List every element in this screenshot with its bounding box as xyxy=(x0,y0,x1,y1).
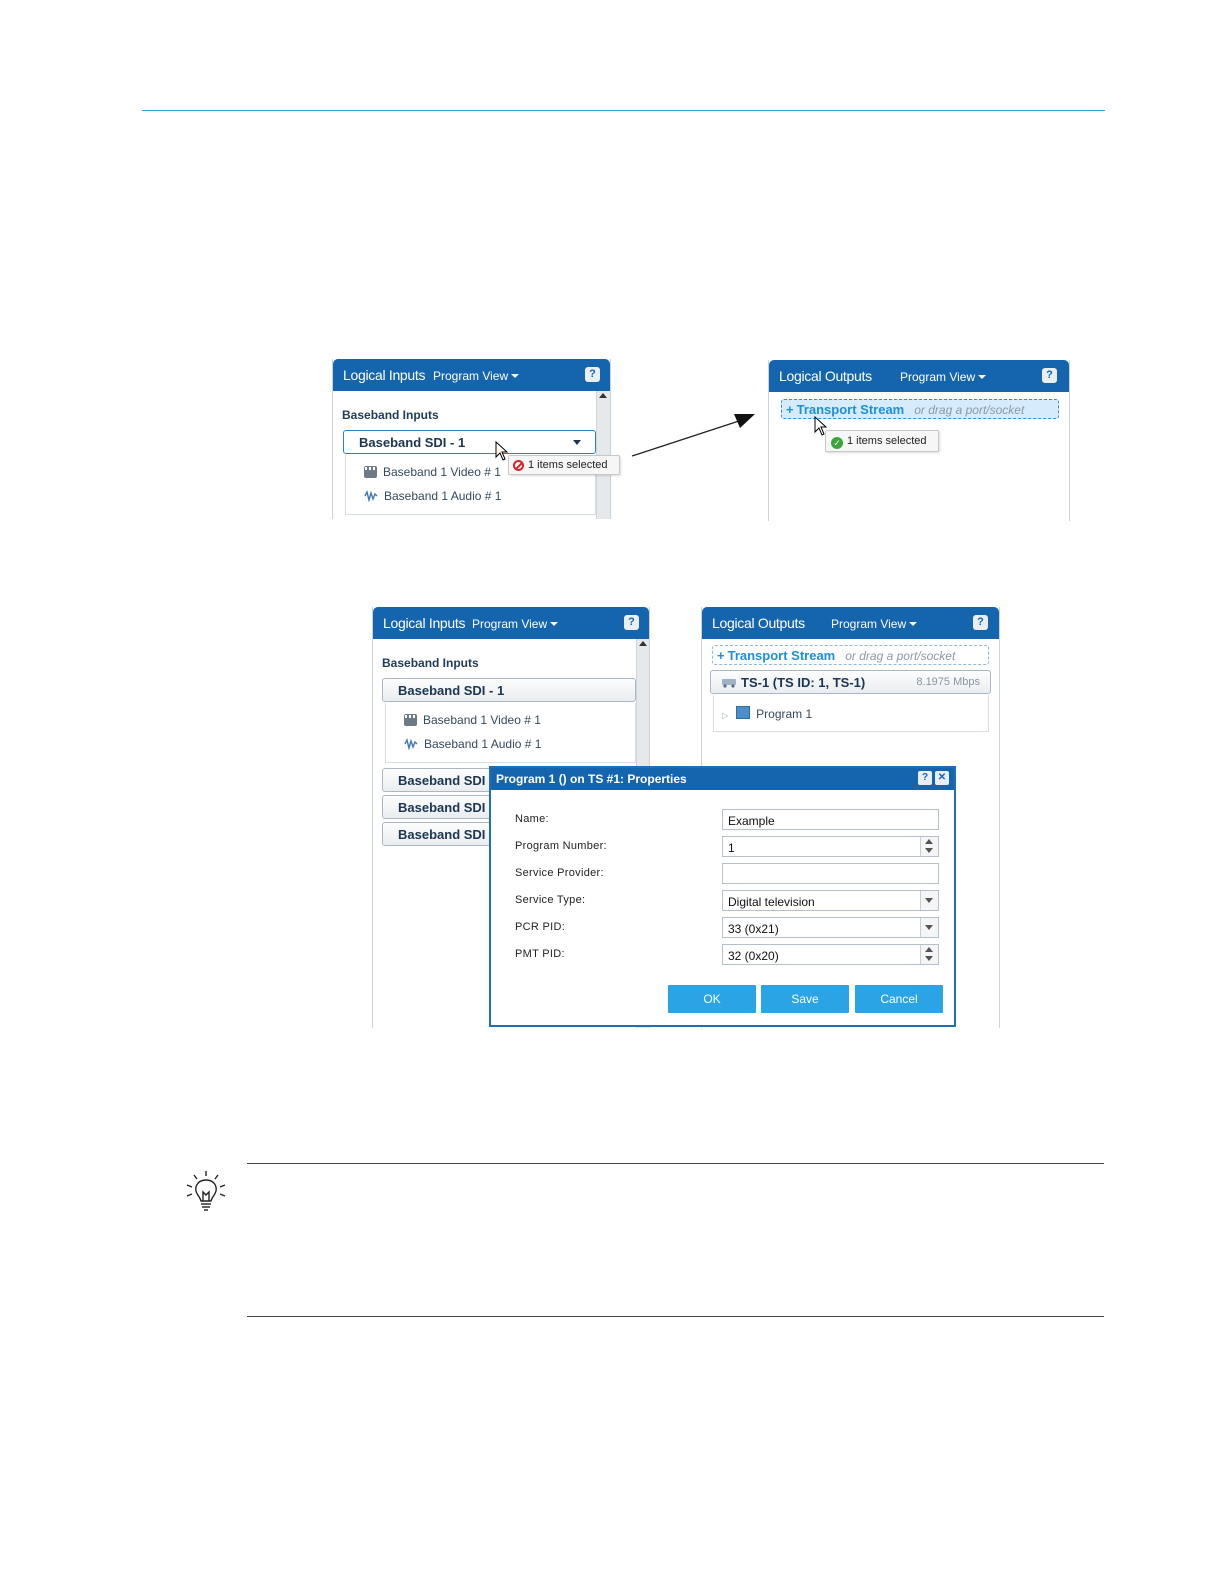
program-view-dropdown[interactable]: Program View xyxy=(831,617,917,631)
ok-button[interactable]: OK xyxy=(668,985,756,1013)
panel-title: Logical Outputs xyxy=(712,615,805,631)
no-entry-icon xyxy=(513,460,524,471)
list-item[interactable]: Baseband 1 Audio # 1 xyxy=(404,737,541,751)
panel-title: Logical Outputs xyxy=(779,368,872,384)
logical-inputs-panel xyxy=(332,359,611,519)
note-rule-top xyxy=(247,1163,1104,1164)
service-provider-field[interactable] xyxy=(722,863,939,884)
chevron-down-icon[interactable] xyxy=(920,891,938,910)
cancel-button[interactable]: Cancel xyxy=(855,985,943,1013)
name-field[interactable]: Example xyxy=(722,809,939,830)
chevron-down-icon[interactable] xyxy=(573,440,581,445)
list-item[interactable]: Baseband 1 Audio # 1 xyxy=(364,489,501,503)
service-type-label: Service Type: xyxy=(515,894,586,906)
source-baseband-sdi[interactable]: Baseband SDI xyxy=(382,795,636,819)
source-baseband-sdi[interactable]: Baseband SDI xyxy=(382,768,636,792)
lightbulb-icon xyxy=(185,1170,227,1214)
expand-icon[interactable]: ▷ xyxy=(722,711,729,720)
source-tree xyxy=(385,703,636,763)
pmt-pid-stepper[interactable]: 32 (0x20) xyxy=(722,944,939,965)
help-icon[interactable]: ? xyxy=(918,771,932,785)
video-clip-icon xyxy=(404,714,417,726)
section-heading: Baseband Inputs xyxy=(342,408,439,422)
source-baseband-sdi-1[interactable] xyxy=(382,678,636,702)
scroll-up-icon[interactable] xyxy=(639,641,647,646)
transport-stream-icon xyxy=(721,676,737,688)
panel-header xyxy=(333,359,610,391)
pmt-pid-label: PMT PID: xyxy=(515,948,565,960)
drag-tooltip: ✓ 1 items selected xyxy=(825,430,939,452)
panel-header xyxy=(373,607,649,639)
check-icon: ✓ xyxy=(831,437,843,449)
note-rule-bottom xyxy=(247,1316,1104,1317)
service-provider-label: Service Provider: xyxy=(515,867,604,879)
dialog-header xyxy=(491,768,954,790)
panel-title: Logical Inputs xyxy=(383,615,466,631)
source-baseband-sdi[interactable]: Baseband SDI xyxy=(382,822,636,846)
program-view-dropdown[interactable]: Program View xyxy=(433,369,519,383)
scroll-up-icon[interactable] xyxy=(599,393,607,398)
stepper-arrows[interactable] xyxy=(920,837,938,856)
help-icon[interactable]: ? xyxy=(585,367,600,382)
dialog-title: Program 1 () on TS #1: Properties xyxy=(496,772,687,786)
stepper-arrows[interactable] xyxy=(920,945,938,964)
service-type-select[interactable]: Digital television xyxy=(722,890,939,911)
add-transport-stream-button[interactable]: + Transport Stream or drag a port/socket xyxy=(712,645,989,665)
help-icon[interactable]: ? xyxy=(973,615,988,630)
program-number-label: Program Number: xyxy=(515,840,607,852)
source-baseband-sdi-1[interactable] xyxy=(343,430,596,454)
transport-stream-row[interactable] xyxy=(710,670,991,694)
panel-header xyxy=(702,607,999,639)
drag-arrow xyxy=(630,408,760,460)
program-icon xyxy=(736,706,750,719)
help-icon[interactable]: ? xyxy=(1042,368,1057,383)
pcr-pid-select[interactable]: 33 (0x21) xyxy=(722,917,939,938)
source-label: Baseband SDI - 1 xyxy=(359,435,466,450)
panel-title: Logical Inputs xyxy=(343,367,426,383)
program-properties-dialog xyxy=(489,766,956,1027)
bitrate-label: 8.1975 Mbps xyxy=(916,676,980,688)
program-tree xyxy=(713,695,989,732)
pcr-pid-label: PCR PID: xyxy=(515,921,566,933)
transport-stream-label: TS-1 (TS ID: 1, TS-1) xyxy=(741,675,866,690)
list-item[interactable]: Baseband 1 Video # 1 xyxy=(404,713,541,727)
drag-tooltip: 1 items selected xyxy=(508,455,620,475)
header-rule xyxy=(142,110,1105,111)
section-heading: Baseband Inputs xyxy=(382,656,479,670)
audio-wave-icon xyxy=(404,738,418,750)
chevron-down-icon[interactable] xyxy=(920,918,938,937)
program-row[interactable]: ▷ Program 1 xyxy=(722,707,813,721)
source-label: Baseband SDI - 1 xyxy=(398,683,505,698)
close-icon[interactable]: ✕ xyxy=(935,771,949,785)
add-transport-stream-button[interactable]: + Transport Stream or drag a port/socket xyxy=(781,399,1059,419)
program-view-dropdown[interactable]: Program View xyxy=(900,370,986,384)
program-number-stepper[interactable]: 1 xyxy=(722,836,939,857)
program-view-dropdown[interactable]: Program View xyxy=(472,617,558,631)
help-icon[interactable]: ? xyxy=(624,615,639,630)
panel-header xyxy=(769,360,1069,392)
list-item[interactable]: Baseband 1 Video # 1 xyxy=(364,465,501,479)
name-label: Name: xyxy=(515,813,549,825)
video-clip-icon xyxy=(364,466,377,478)
audio-wave-icon xyxy=(364,490,378,502)
save-button[interactable]: Save xyxy=(761,985,849,1013)
